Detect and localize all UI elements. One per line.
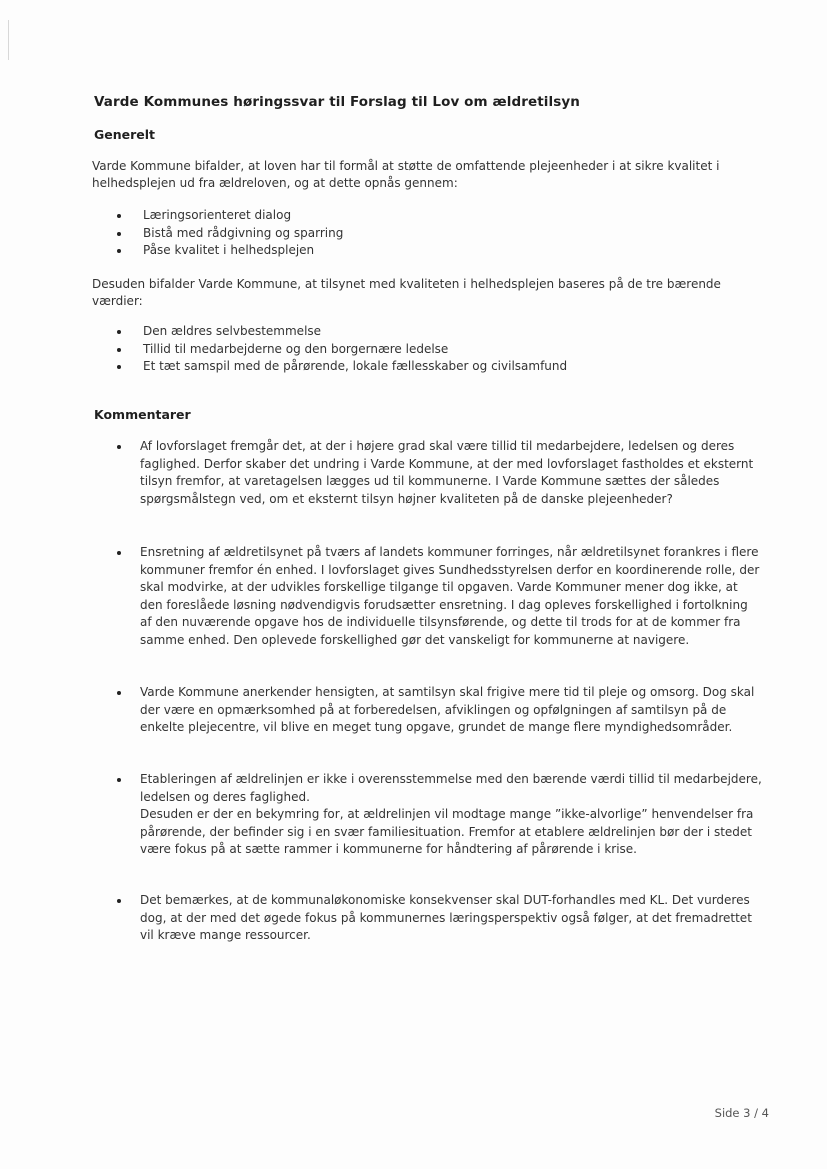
bullet-icon [117, 214, 121, 218]
comment-item-2 [117, 544, 762, 649]
values-list-1 [117, 207, 757, 260]
comment-item-3 [117, 684, 762, 737]
bullet-icon [117, 691, 121, 695]
list-item: Et tæt samspil med de pårørende, lokale fællesskaber og civilsamfund [117, 358, 757, 376]
bullet-icon [117, 348, 121, 352]
values-list-2 [117, 323, 757, 376]
list-item: Ensretning af ældretilsynet på tværs af landets kommuner forringes, når ældretilsynet forankres i flere kommuner fremfor én enhed. I lovforslaget gives Sundhedsstyrelsen derfor en koordinerende rolle, der skal modvirke, at der udvikles forskellige tilgange til opgaven. Varde Kommuner mener dog ikke, at den foreslåede løsning nødvendigvis forudsætter ensretning. I dag opleves forskellighed i fortolkning af den nuværende opgave hos de individuelle tilsynsførende, og dette til trods for at de kommer fra samme enhed. Den oplevede forskellighed gør det vanskeligt for kommunerne at navigere. [117, 544, 762, 649]
bullet-icon [117, 249, 121, 253]
comment-item-4 [117, 771, 762, 859]
list-item: Etableringen af ældrelinjen er ikke i overensstemmelse med den bærende værdi tillid til medarbejdere, ledelsen og deres faglighed. Desuden er der en bekymring for, at ældrelinjen vil modtage mange ”ikke-alvorlige” henvendelser fra pårørende, der befinder sig i en svær familiesituation. Fremfor at etablere ældrelinjen bør der i stedet være fokus på at sætte rammer i kommunerne for håndtering af pårørende i krise. [117, 771, 762, 859]
list-item: Det bemærkes, at de kommunaløkonomiske konsekvenser skal DUT-forhandles med KL. Det vurderes dog, at der med det øgede fokus på kommunernes læringsperspektiv også følger, at det fremadrettet vil kræve mange ressourcer. [117, 892, 762, 945]
list-item: Bistå med rådgivning og sparring [117, 225, 757, 243]
heading-comments: Kommentarer [94, 407, 191, 422]
comment-item-5 [117, 892, 762, 945]
bullet-icon [117, 778, 121, 782]
list-item: Påse kvalitet i helhedsplejen [117, 242, 757, 260]
bullet-icon [117, 365, 121, 369]
page-number: Side 3 / 4 [714, 1106, 769, 1120]
bullet-icon [117, 899, 121, 903]
list-item: Varde Kommune anerkender hensigten, at samtilsyn skal frigive mere tid til pleje og omsorg. Dog skal der være en opmærksomhed på at forberedelsen, afviklingen og opfølgningen af samtilsyn på de enkelte plejecentre, vil blive en meget tung opgave, grundet de mange flere myndighedsområder. [117, 684, 762, 737]
comment-item-1 [117, 438, 762, 508]
scan-edge-mark [8, 20, 9, 60]
general-intro: Varde Kommune bifalder, at loven har til formål at støtte de omfattende plejeenheder i at sikre kvalitet i helhedsplejen ud fra ældreloven, og at dette opnås gennem: [92, 159, 720, 190]
list-item: Den ældres selvbestemmelse [117, 323, 757, 341]
list-item: Af lovforslaget fremgår det, at der i højere grad skal være tillid til medarbejdere, ledelsen og deres faglighed. Derfor skaber det undring i Varde Kommune, at der med lovforslaget fastholdes et eksternt tilsyn fremfor, at varetagelsen lægges ud til kommunerne. I Varde Kommune sættes der således spørgsmålstegn ved, om et eksternt tilsyn højner kvaliteten på de danske plejeenheder? [117, 438, 762, 508]
list-item: Tillid til medarbejderne og den borgernære ledelse [117, 341, 757, 359]
heading-general: Generelt [94, 127, 156, 142]
bullet-icon [117, 232, 121, 236]
bullet-icon [117, 445, 121, 449]
bullet-icon [117, 551, 121, 555]
general-paragraph-2: Desuden bifalder Varde Kommune, at tilsynet med kvaliteten i helhedsplejen baseres på de tre bærende værdier: [92, 277, 721, 308]
list-item: Læringsorienteret dialog [117, 207, 757, 225]
document-title: Varde Kommunes høringssvar til Forslag til Lov om ældretilsyn [94, 94, 581, 110]
bullet-icon [117, 330, 121, 334]
